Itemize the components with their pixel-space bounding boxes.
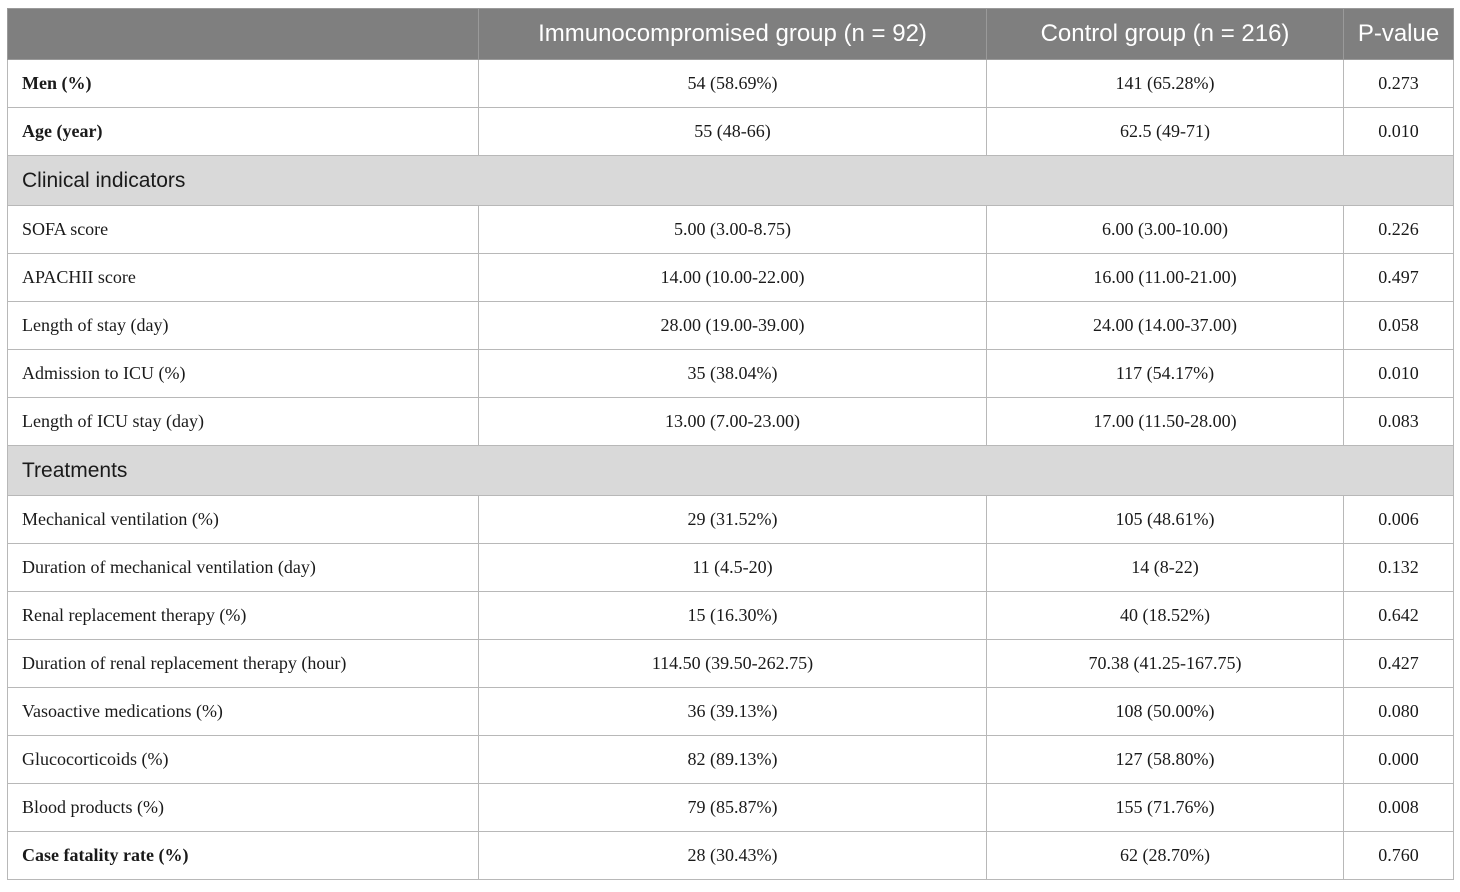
p-value-cell: 0.760: [1344, 832, 1454, 880]
immunocompromised-cell: 15 (16.30%): [479, 592, 987, 640]
control-cell: 40 (18.52%): [987, 592, 1344, 640]
control-cell: 127 (58.80%): [987, 736, 1344, 784]
section-label: Treatments: [8, 446, 1454, 496]
immunocompromised-cell: 55 (48-66): [479, 108, 987, 156]
p-value-cell: 0.226: [1344, 206, 1454, 254]
variable-cell: Admission to ICU (%): [8, 350, 479, 398]
immunocompromised-cell: 36 (39.13%): [479, 688, 987, 736]
table-row: [8, 640, 1454, 688]
immunocompromised-cell: 114.50 (39.50-262.75): [479, 640, 987, 688]
variable-cell: Mechanical ventilation (%): [8, 496, 479, 544]
immunocompromised-cell: 5.00 (3.00-8.75): [479, 206, 987, 254]
table-row: [8, 544, 1454, 592]
immunocompromised-cell: 35 (38.04%): [479, 350, 987, 398]
control-cell: 141 (65.28%): [987, 60, 1344, 108]
table-row: [8, 832, 1454, 880]
control-cell: 62.5 (49-71): [987, 108, 1344, 156]
variable-cell: Age (year): [8, 108, 479, 156]
comparison-table: [7, 8, 1454, 880]
control-cell: 70.38 (41.25-167.75): [987, 640, 1344, 688]
variable-cell: SOFA score: [8, 206, 479, 254]
immunocompromised-cell: 14.00 (10.00-22.00): [479, 254, 987, 302]
header-immunocompromised-group: Immunocompromised group (n = 92): [479, 9, 987, 60]
control-cell: 16.00 (11.00-21.00): [987, 254, 1344, 302]
table-row: [8, 592, 1454, 640]
immunocompromised-cell: 29 (31.52%): [479, 496, 987, 544]
immunocompromised-cell: 54 (58.69%): [479, 60, 987, 108]
header-row: [8, 9, 1454, 60]
variable-cell: Renal replacement therapy (%): [8, 592, 479, 640]
header-p-value: P-value: [1344, 9, 1454, 60]
table-row: [8, 398, 1454, 446]
control-cell: 105 (48.61%): [987, 496, 1344, 544]
immunocompromised-cell: 79 (85.87%): [479, 784, 987, 832]
immunocompromised-cell: 11 (4.5-20): [479, 544, 987, 592]
table-container: [7, 8, 1453, 880]
p-value-cell: 0.000: [1344, 736, 1454, 784]
control-cell: 24.00 (14.00-37.00): [987, 302, 1344, 350]
control-cell: 117 (54.17%): [987, 350, 1344, 398]
table-body: [8, 60, 1454, 880]
header-control-group: Control group (n = 216): [987, 9, 1344, 60]
p-value-cell: 0.642: [1344, 592, 1454, 640]
section-row: [8, 156, 1454, 206]
control-cell: 155 (71.76%): [987, 784, 1344, 832]
p-value-cell: 0.080: [1344, 688, 1454, 736]
table-row: [8, 302, 1454, 350]
immunocompromised-cell: 13.00 (7.00-23.00): [479, 398, 987, 446]
p-value-cell: 0.132: [1344, 544, 1454, 592]
variable-cell: Blood products (%): [8, 784, 479, 832]
control-cell: 17.00 (11.50-28.00): [987, 398, 1344, 446]
control-cell: 6.00 (3.00-10.00): [987, 206, 1344, 254]
p-value-cell: 0.427: [1344, 640, 1454, 688]
control-cell: 62 (28.70%): [987, 832, 1344, 880]
variable-cell: Duration of mechanical ventilation (day): [8, 544, 479, 592]
table-row: [8, 784, 1454, 832]
immunocompromised-cell: 28.00 (19.00-39.00): [479, 302, 987, 350]
immunocompromised-cell: 82 (89.13%): [479, 736, 987, 784]
p-value-cell: 0.010: [1344, 350, 1454, 398]
table-row: [8, 496, 1454, 544]
variable-cell: Glucocorticoids (%): [8, 736, 479, 784]
variable-cell: Duration of renal replacement therapy (hour): [8, 640, 479, 688]
variable-cell: Case fatality rate (%): [8, 832, 479, 880]
p-value-cell: 0.058: [1344, 302, 1454, 350]
control-cell: 108 (50.00%): [987, 688, 1344, 736]
section-row: [8, 446, 1454, 496]
table-row: [8, 108, 1454, 156]
p-value-cell: 0.497: [1344, 254, 1454, 302]
immunocompromised-cell: 28 (30.43%): [479, 832, 987, 880]
p-value-cell: 0.006: [1344, 496, 1454, 544]
variable-cell: Length of ICU stay (day): [8, 398, 479, 446]
variable-cell: Length of stay (day): [8, 302, 479, 350]
table-row: [8, 688, 1454, 736]
section-label: Clinical indicators: [8, 156, 1454, 206]
table-row: [8, 60, 1454, 108]
p-value-cell: 0.010: [1344, 108, 1454, 156]
table-row: [8, 350, 1454, 398]
table-row: [8, 736, 1454, 784]
variable-cell: Men (%): [8, 60, 479, 108]
table-row: [8, 254, 1454, 302]
p-value-cell: 0.083: [1344, 398, 1454, 446]
table-header: [8, 9, 1454, 60]
control-cell: 14 (8-22): [987, 544, 1344, 592]
p-value-cell: 0.008: [1344, 784, 1454, 832]
p-value-cell: 0.273: [1344, 60, 1454, 108]
header-variable: [8, 9, 479, 60]
variable-cell: Vasoactive medications (%): [8, 688, 479, 736]
variable-cell: APACHII score: [8, 254, 479, 302]
table-row: [8, 206, 1454, 254]
